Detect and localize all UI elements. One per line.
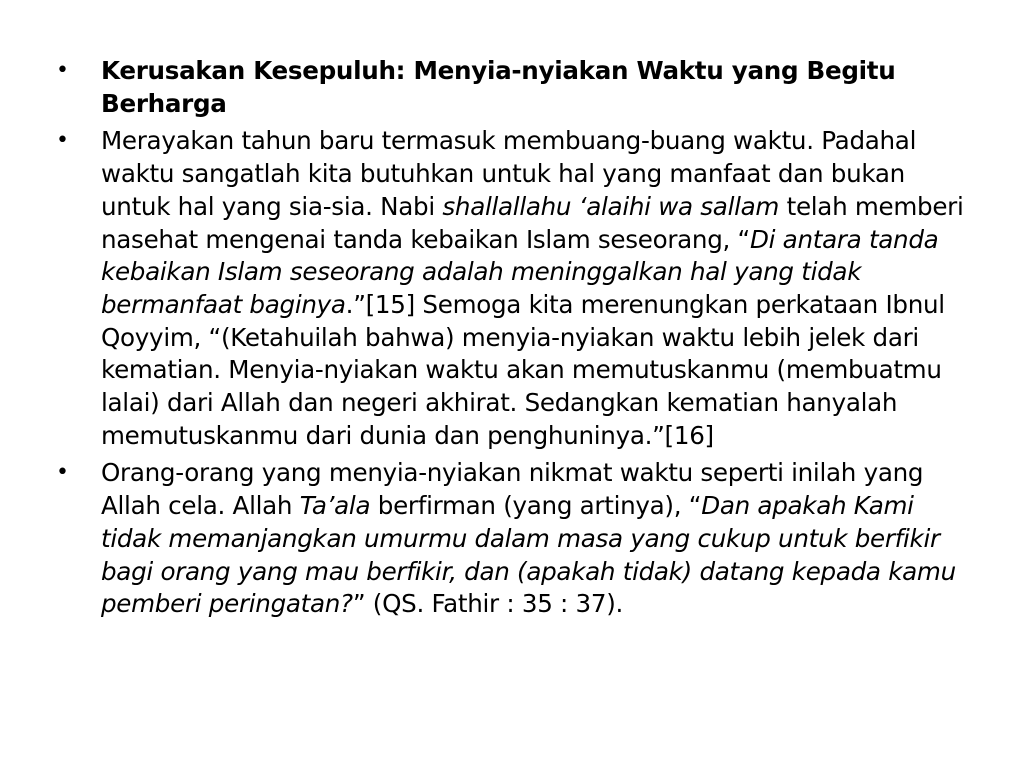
- text-run: telah memberi nasehat mengenai tanda kebaikan Islam seseorang, “: [101, 191, 964, 254]
- text-run-italic: Ta’ala: [299, 491, 371, 521]
- bullet-dot-icon: •: [56, 128, 69, 154]
- paragraph-text: [101, 126, 964, 449]
- heading-text: Kerusakan Kesepuluh: Menyia-nyiakan Waktu yang Begitu Berharga: [101, 56, 896, 118]
- bullet-dot-icon: •: [56, 460, 69, 486]
- bullet-item-quran: [56, 457, 976, 621]
- text-run-italic: Dan apakah Kami tidak memanjangkan umurmu dalam masa yang cukup untuk berfikir bagi orang yang mau berfikir, dan (apakah tidak) datang kepada kamu pemberi peringatan?: [101, 491, 956, 619]
- text-run: .”[15] Semoga kita merenungkan perkataan Ibnul Qoyyim, “(Ketahuilah bahwa) menyia-nyiakan waktu lebih jelek dari kematian. Menyia-nyiakan waktu akan memutuskanmu (membuatmu lalai) dari Allah dan negeri akhirat. Sedangkan kematian hanyalah memutuskanmu dari dunia dan penghuninya.”[16]: [101, 289, 945, 450]
- paragraph-text: [101, 458, 956, 618]
- slide-content: [56, 55, 976, 626]
- text-run: ” (QS. Fathir : 35 : 37).: [352, 589, 624, 619]
- bullet-item-heading: [56, 55, 976, 120]
- bullet-dot-icon: •: [56, 58, 69, 83]
- text-run: berfirman (yang artinya), “: [370, 491, 702, 521]
- text-run-italic: shallallahu ‘alaihi wa sallam: [442, 191, 780, 221]
- text-run-italic: Di antara tanda kebaikan Islam seseorang adalah meninggalkan hal yang tidak bermanfaat baginya: [101, 224, 939, 319]
- bullet-item-celebration: [56, 125, 976, 452]
- bullet-list: [56, 55, 976, 621]
- text-run: Orang-orang yang menyia-nyiakan nikmat waktu seperti inilah yang Allah cela. Allah: [101, 458, 924, 521]
- text-run: Merayakan tahun baru termasuk membuang-buang waktu. Padahal waktu sangatlah kita butuhkan untuk hal yang manfaat dan bukan untuk hal yang sia-sia. Nabi: [101, 126, 917, 221]
